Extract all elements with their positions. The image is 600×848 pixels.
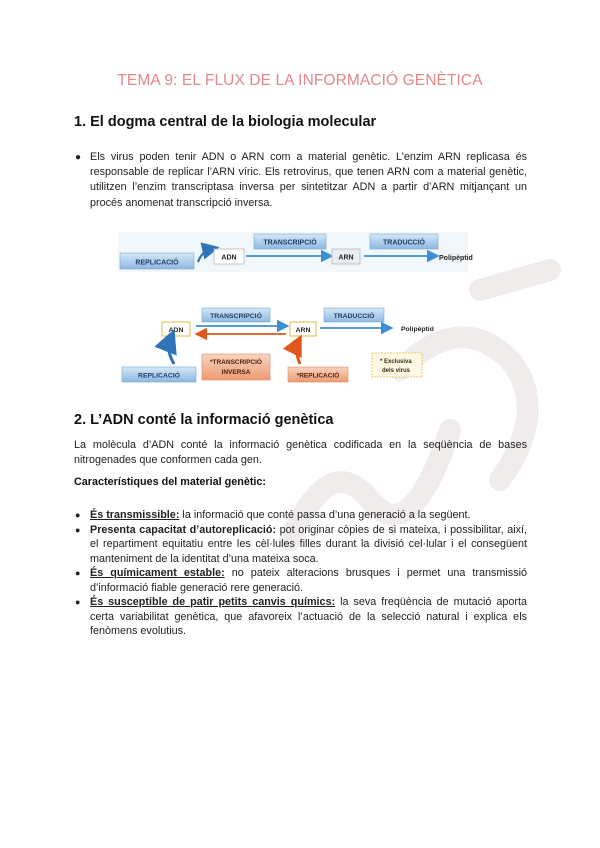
section-heading-dogma: 1. El dogma central de la biologia molecular xyxy=(74,114,377,130)
top-replicacio-label: REPLICACIÓ xyxy=(135,259,179,267)
features-subheading: Característiques del material genètic: xyxy=(74,476,267,488)
feature-term: Presenta capacitat d’autoreplicació: xyxy=(90,523,277,536)
central-dogma-diagram xyxy=(118,224,488,390)
feature-term: És químicament estable: xyxy=(90,567,225,579)
virus-bullet-text: Els virus poden tenir ADN o ARN com a material genètic. L’enzim ARN replicasa és responsable de replicar l’ARN víric. Els retrovirus, que tenen ARN com a material genètic, utilitzen l’enzim transcriptasa inversa per sintetitzar ADN a partir d’ARN mitjançant un procés anomenat transcripció inversa. xyxy=(90,151,527,209)
bottom-transcripcio-label: TRANSCRIPCIÓ xyxy=(210,313,262,320)
reverse-transcription-box xyxy=(202,354,270,380)
virus-bullet xyxy=(75,150,527,211)
feature-text: no pateix alteracions brusques i permet una transmissió d’informació fiable generació rere generació. xyxy=(90,567,527,594)
section-heading-adn: 2. L’ADN conté la informació genètica xyxy=(74,412,334,428)
features-list xyxy=(90,508,527,639)
dna-replication-arrow xyxy=(169,340,174,364)
bottom-polipeptid-label: Polipèptid xyxy=(401,326,434,333)
exclusive-virus-note-2: dels virus xyxy=(382,368,411,374)
adn-paragraph: La molècula d’ADN conté la informació genètica codificada en la seqüència de bases nitrogenades que conformen cada gen. xyxy=(74,439,527,467)
bottom-traduccio-label: TRADUCCIÓ xyxy=(333,313,375,320)
reverse-transcription-label-1: *TRANSCRIPCIÓ xyxy=(209,359,263,366)
feature-text: pot originar còpies de si mateixa, i possibilitar, així, el repartiment equitatiu entre les cèl·lules filles durant la divisió cel·lular i el consegüent manteniment de la identitat d’una mateixa soca. xyxy=(90,523,528,565)
page-title: TEMA 9: EL FLUX DE LA INFORMACIÓ GENÈTICA xyxy=(117,72,483,89)
feature-term: És transmissible: xyxy=(90,509,180,521)
bottom-arn-label: ARN xyxy=(295,327,311,334)
bullet-icon: ● xyxy=(75,152,82,163)
reverse-transcription-label-2: INVERSA xyxy=(221,369,251,376)
bottom-adn-label: ADN xyxy=(168,327,184,334)
rna-replicacio-label: *REPLICACIÓ xyxy=(296,372,340,380)
exclusive-virus-note-1: * Exclusiva xyxy=(380,359,412,365)
top-polipeptid-label: Polipèptid xyxy=(439,255,473,262)
bottom-replicacio-label: REPLICACIÓ xyxy=(138,372,180,380)
top-traduccio-label: TRADUCCIÓ xyxy=(383,239,425,247)
feature-item xyxy=(90,508,527,523)
rna-replication-arrow xyxy=(297,340,300,364)
feature-text: la seva freqüència de mutació aporta certa variabilitat genètica, que afavoreix l’actuació de la selecció natural i explica els fenòmens evolutius. xyxy=(90,596,527,637)
feature-item xyxy=(90,566,527,595)
top-adn-label: ADN xyxy=(221,254,237,262)
top-transcripcio-label: TRANSCRIPCIÓ xyxy=(263,239,317,247)
feature-text: la informació que conté passa d’una generació a la següent. xyxy=(179,509,471,521)
feature-item xyxy=(90,523,527,567)
top-arn-label: ARN xyxy=(338,254,354,262)
feature-item xyxy=(90,595,527,639)
feature-term: És susceptible de patir petits canvis químics: xyxy=(90,596,336,608)
